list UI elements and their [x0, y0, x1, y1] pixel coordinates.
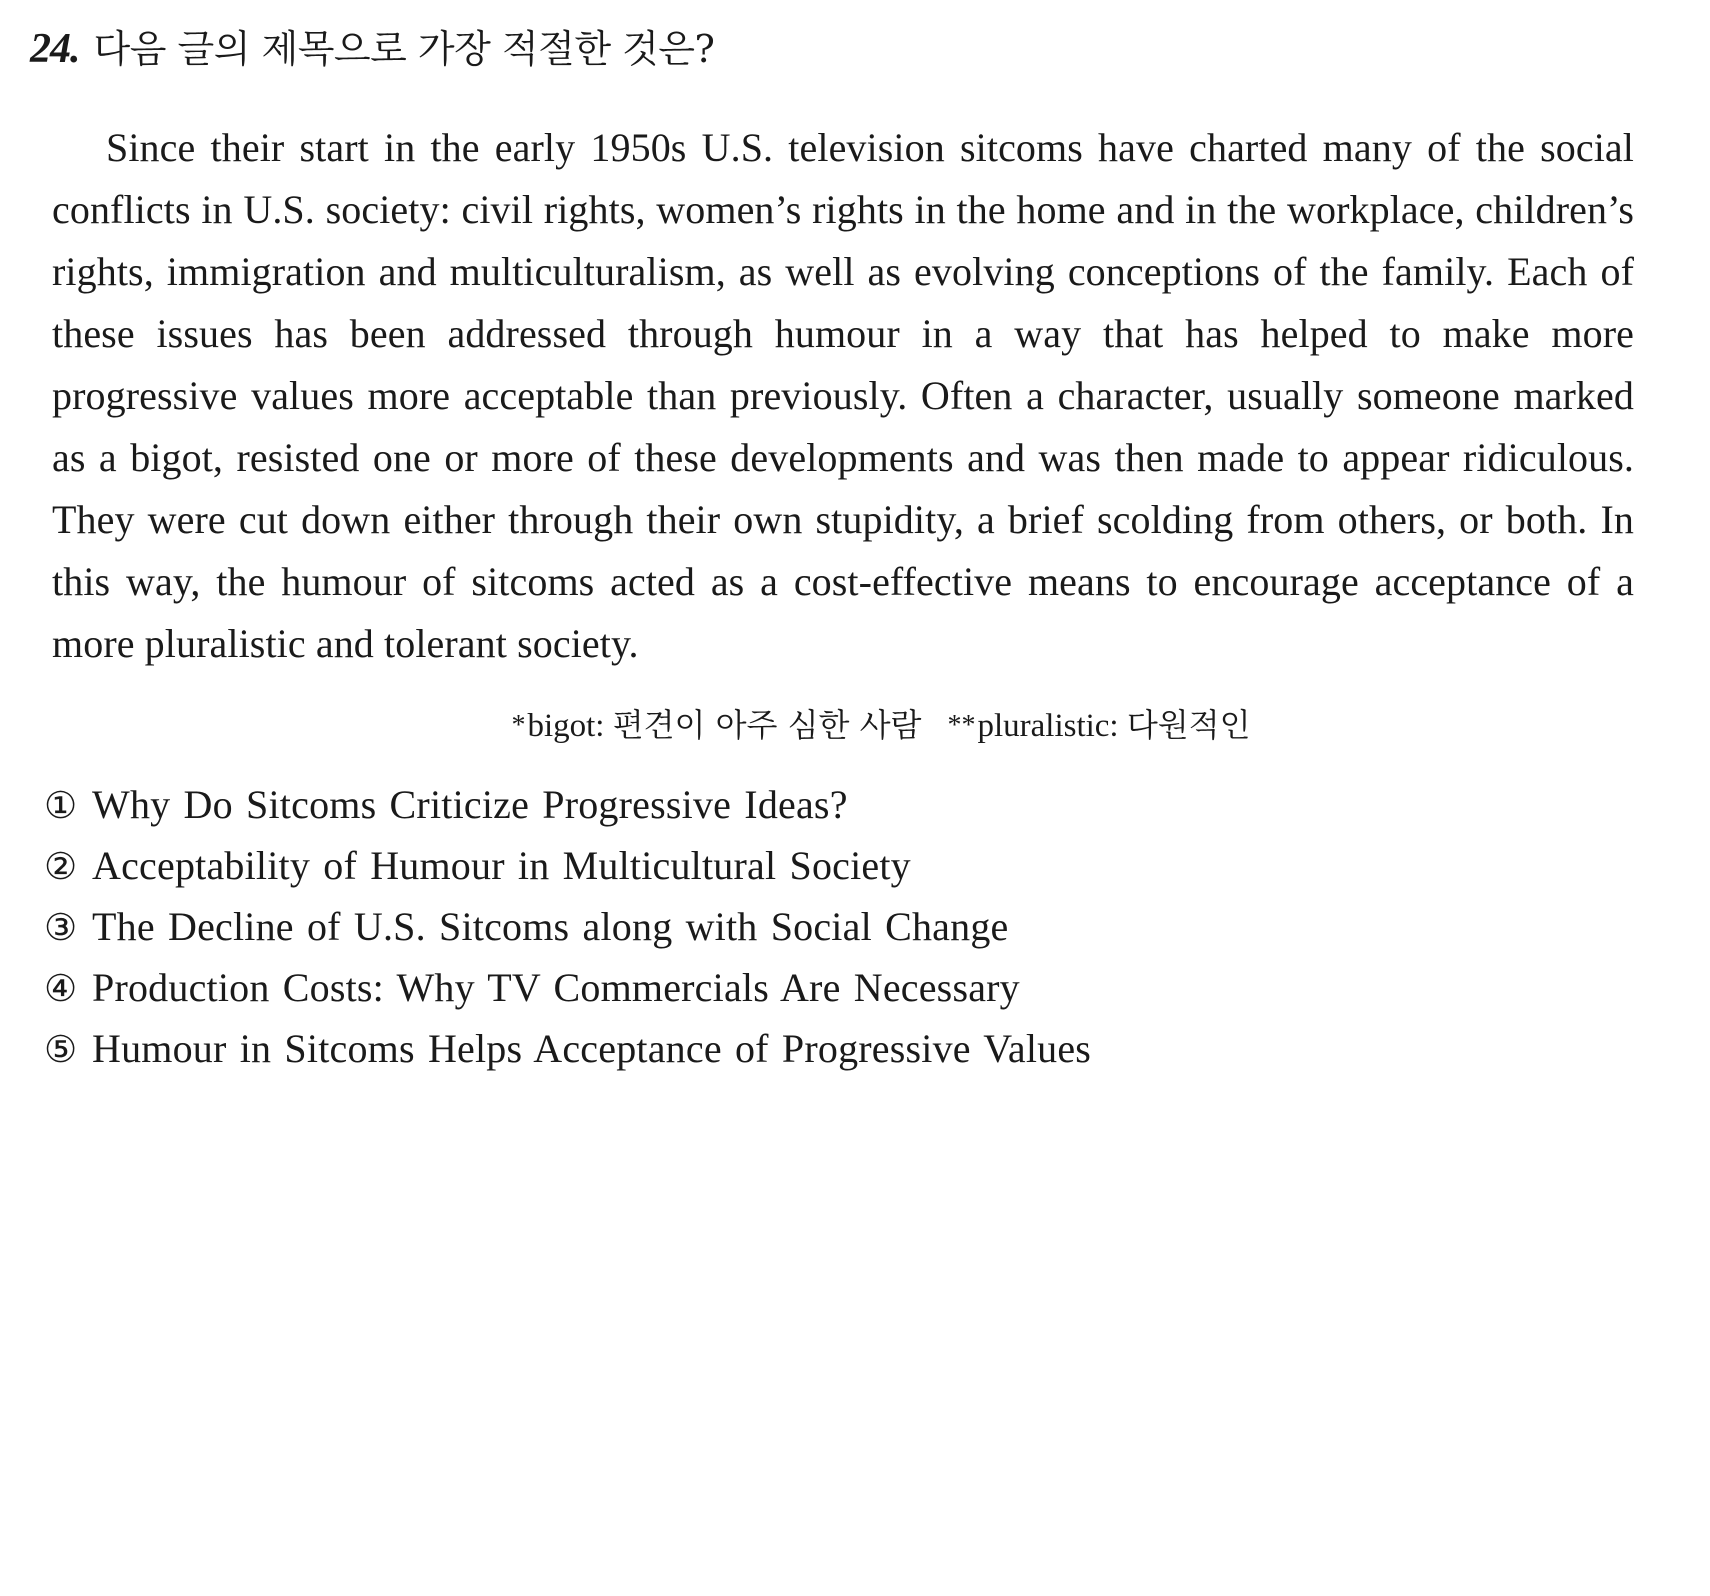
answer-choice-4[interactable]	[44, 957, 1660, 1018]
footnote-term: bigot:	[527, 707, 605, 744]
choice-marker: ⑤	[44, 1028, 78, 1072]
choice-label: Acceptability of Humour in Multicultural Society	[92, 842, 911, 888]
choice-marker: ③	[44, 906, 78, 950]
answer-choice-5[interactable]	[44, 1018, 1660, 1079]
footnote-item	[511, 705, 922, 744]
question-prompt: 다음 글의 제목으로 가장 적절한 것은?	[93, 27, 715, 71]
choice-marker: ④	[44, 967, 78, 1011]
choice-marker: ①	[44, 783, 78, 827]
footnote-item	[947, 705, 1251, 744]
footnote-marker: **	[947, 709, 976, 741]
choice-label: The Decline of U.S. Sitcoms along with Social Change	[92, 904, 1009, 950]
footnote-term: pluralistic:	[977, 707, 1119, 744]
footnote-gloss: 다원적인	[1126, 705, 1251, 744]
footnote-marker: *	[511, 709, 526, 741]
answer-choice-3[interactable]	[44, 896, 1660, 957]
choice-marker: ②	[44, 844, 78, 888]
choice-label: Why Do Sitcoms Criticize Progressive Ideas?	[92, 781, 848, 827]
question-header	[30, 28, 1660, 71]
reading-passage: Since their start in the early 1950s U.S. television sitcoms have charted many of the social conflicts in U.S. society: civil rights, women’s rights in the home and in the workplace, children’s rights, immigration and multiculturalism, as well as evolving conceptions of the family. Each of these issues has been addressed through humour in a way that has helped to make more progressive values more acceptable than previously. Often a character, usually someone marked as a bigot, resisted one or more of these developments and was then made to appear ridiculous. They were cut down either through their own stupidity, a brief scolding from others, or both. In this way, the humour of sitcoms acted as a cost-effective means to encourage acceptance of a more pluralistic and tolerant society.	[52, 124, 1634, 666]
answer-choice-1[interactable]	[44, 774, 1660, 835]
question-number: 24.	[30, 26, 80, 72]
choice-label: Humour in Sitcoms Helps Acceptance of Progressive Values	[92, 1026, 1092, 1072]
footnote-block	[22, 705, 1620, 748]
answer-choice-2[interactable]	[44, 835, 1660, 896]
choice-label: Production Costs: Why TV Commercials Are Necessary	[92, 965, 1020, 1011]
answer-choices	[44, 774, 1660, 1080]
footnote-gloss: 편견이 아주 심한 사람	[612, 705, 922, 744]
